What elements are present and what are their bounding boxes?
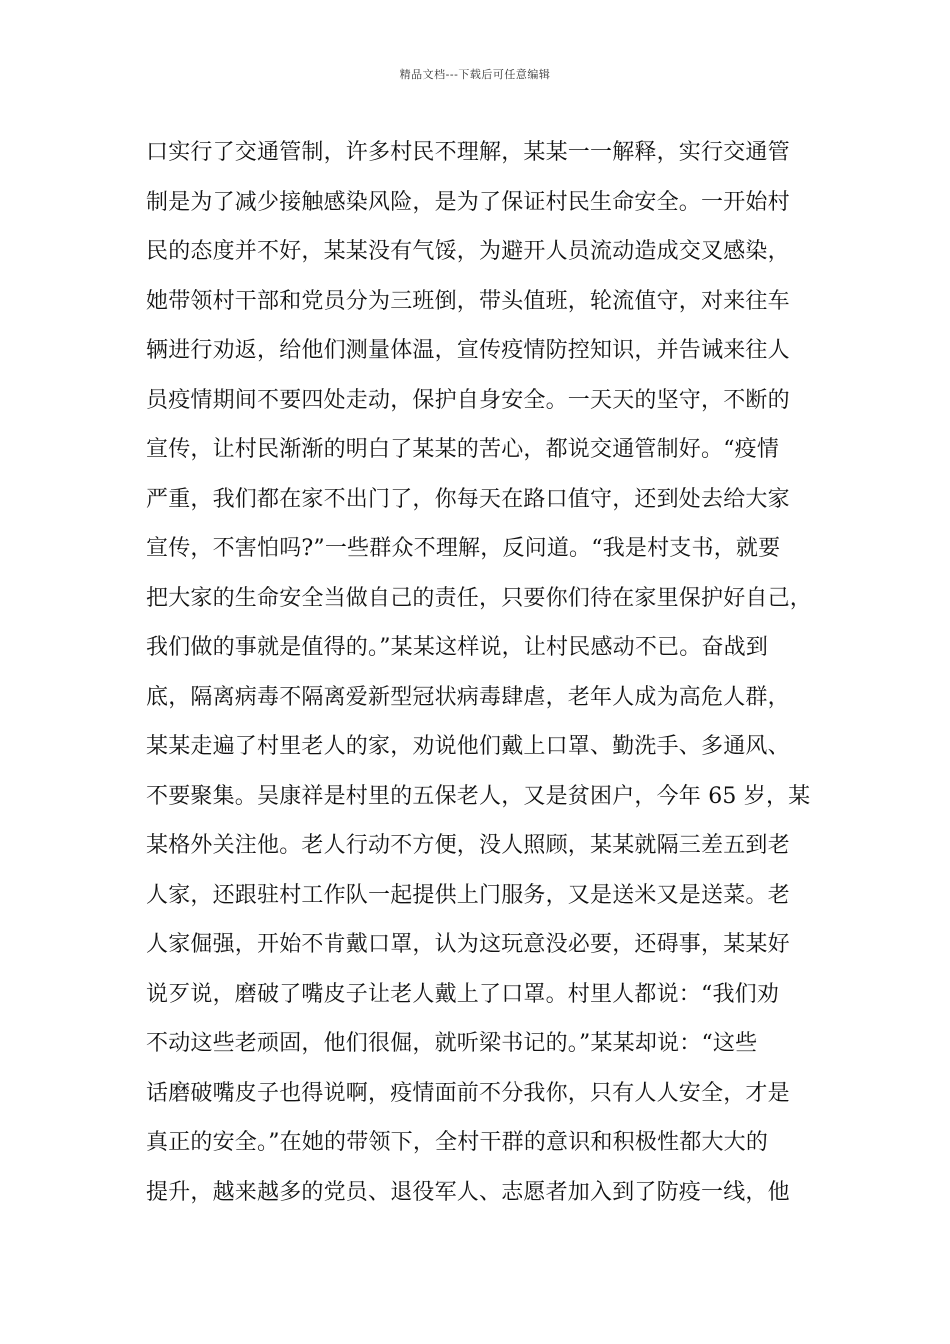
text-line: 宣传，不害怕吗?”一些群众不理解，反问道。“我是村支书，就要 [146, 536, 781, 561]
text-line: 她带领村干部和党员分为三班倒，带头值班，轮流值守，对来往车 [146, 288, 790, 314]
page-header: 精品文档---下载后可任意编辑 [399, 68, 551, 81]
text-line: 辆进行劝返，给他们测量体温，宣传疫情防控知识，并告诫来往人 [146, 338, 790, 363]
text-line: 底，隔离病毒不隔离爱新型冠状病毒肆虐，老年人成为高危人群， [146, 684, 790, 710]
text-line: 不要聚集。吴康祥是村里的五保老人，又是贫困户，今年 65 岁，某 [146, 783, 811, 809]
text-line: 某某走遍了村里老人的家，劝说他们戴上口罩、勤洗手、多通风、 [146, 734, 790, 759]
body-text [146, 128, 816, 1217]
text-line: 人家倔强，开始不肯戴口罩，认为这玩意没必要，还碍事，某某好 [146, 932, 790, 957]
text-line: 提升，越来越多的党员、退役军人、志愿者加入到了防疫一线，他 [146, 1179, 790, 1205]
text-line: 把大家的生命安全当做自己的责任，只要你们待在家里保护好自己， [146, 585, 813, 611]
text-line: 说歹说，磨破了嘴皮子让老人戴上了口罩。村里人都说：“我们劝 [146, 981, 780, 1007]
text-line: 某格外关注他。老人行动不方便，没人照顾，某某就隔三差五到老 [146, 833, 790, 858]
text-line: 员疫情期间不要四处走动，保护自身安全。一天天的坚守，不断的 [146, 387, 790, 413]
text-line: 制是为了减少接触感染风险，是为了保证村民生命安全。一开始村 [146, 189, 790, 215]
text-line: 民的态度并不好，某某没有气馁，为避开人员流动造成交叉感染， [146, 239, 790, 264]
text-line: 宣传，让村民渐渐的明白了某某的苦心，都说交通管制好。“疫情 [146, 437, 780, 462]
text-line: 真正的安全。”在她的带领下，全村干群的意识和积极性都大大的 [146, 1130, 769, 1155]
text-line: 严重，我们都在家不出门了，你每天在路口值守，还到处去给大家 [146, 486, 790, 512]
text-line: 我们做的事就是值得的。”某某这样说，让村民感动不已。奋战到 [146, 635, 769, 660]
text-line: 人家，还跟驻村工作队一起提供上门服务，又是送米又是送菜。老 [146, 882, 790, 908]
text-line: 不动这些老顽固，他们很倔，就听梁书记的。”某某却说：“这些 [146, 1031, 758, 1056]
text-line: 口实行了交通管制，许多村民不理解，某某一一解释，实行交通管 [146, 140, 790, 165]
text-line: 话磨破嘴皮子也得说啊，疫情面前不分我你，只有人人安全，才是 [146, 1080, 790, 1106]
